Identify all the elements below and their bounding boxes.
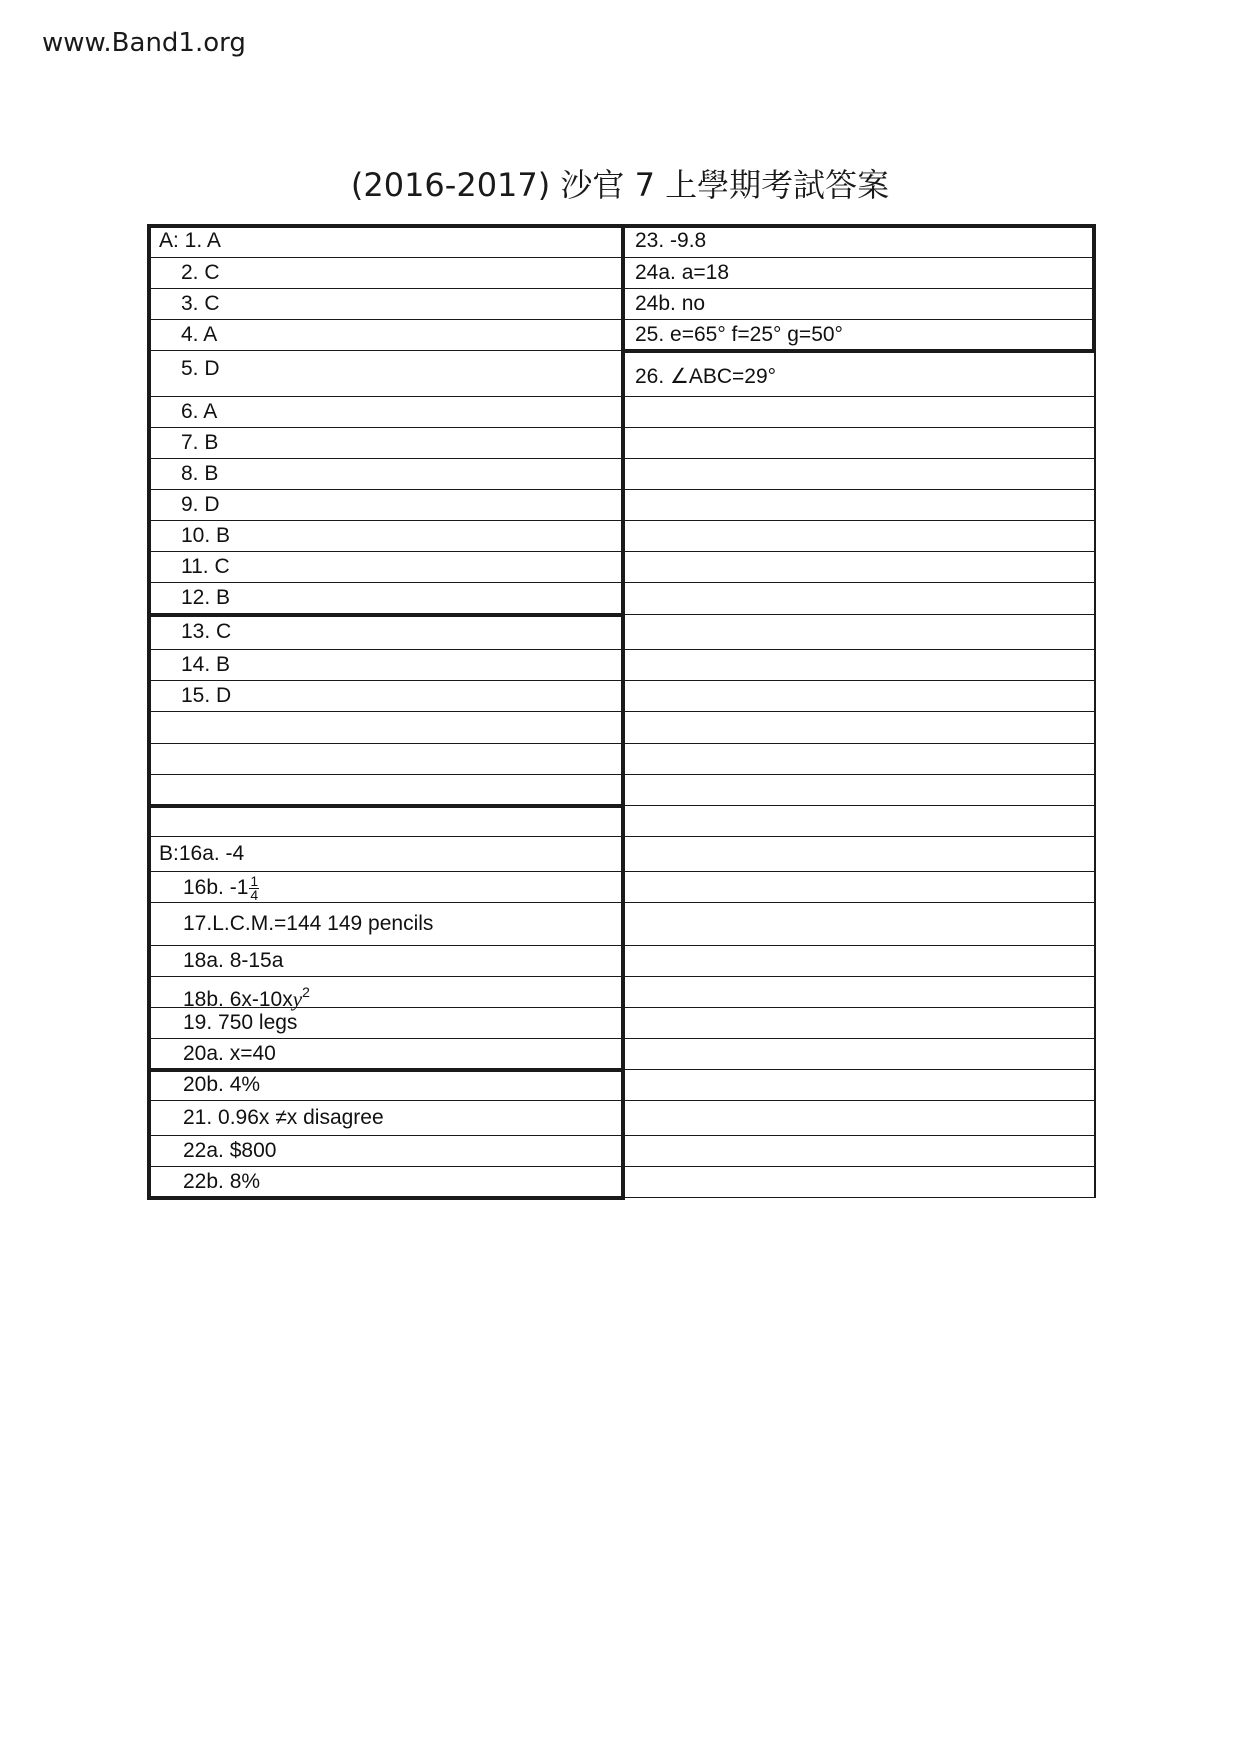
row-divider — [621, 551, 1096, 552]
right-border-thick — [1092, 225, 1096, 352]
answer-text: 20b. 4% — [183, 1072, 261, 1096]
answer-text: 19. 750 legs — [183, 1010, 298, 1034]
right-border — [1094, 350, 1096, 1198]
row-divider — [147, 680, 623, 681]
left-answer — [183, 872, 259, 903]
row-divider — [147, 350, 623, 351]
row-divider — [147, 396, 623, 397]
row-divider — [621, 288, 1096, 289]
answer-text: 18a. 8-15a — [183, 948, 284, 972]
row-divider — [147, 520, 623, 521]
left-answer — [181, 323, 217, 347]
row-divider — [147, 1100, 623, 1101]
left-answer — [181, 493, 220, 517]
row-divider — [621, 1135, 1096, 1136]
left-answer — [181, 586, 230, 610]
right-answer: 23. -9.8 — [635, 229, 707, 252]
answer-text: B:16a. -4 — [159, 841, 245, 865]
variable: y — [292, 986, 303, 1011]
row-divider — [621, 711, 1096, 712]
answer-text: 10. B — [181, 523, 231, 547]
answer-text: 3. C — [181, 291, 220, 315]
answer-text: 20a. x=40 — [183, 1041, 276, 1065]
row-divider — [147, 613, 623, 617]
right-answer: 26. ∠ABC=29° — [635, 365, 777, 388]
left-answer — [159, 842, 244, 866]
left-answer — [181, 261, 220, 285]
row-divider — [621, 257, 1096, 258]
row-divider — [621, 396, 1096, 397]
left-answer — [181, 524, 230, 548]
row-divider — [147, 224, 623, 228]
row-divider — [147, 319, 623, 320]
answer-text: 21. 0.96x ≠x disagree — [183, 1105, 384, 1129]
row-divider — [621, 489, 1096, 490]
row-divider — [621, 774, 1096, 775]
row-divider — [147, 774, 623, 775]
answer-text: 7. B — [181, 430, 219, 454]
left-answer — [181, 555, 230, 579]
row-divider — [147, 582, 623, 583]
row-divider — [621, 427, 1096, 428]
left-answer — [183, 912, 433, 936]
answer-text: 22a. $800 — [183, 1138, 277, 1162]
left-answer — [181, 357, 220, 381]
row-divider — [621, 945, 1096, 946]
right-answer: 24b. no — [635, 291, 706, 315]
left-answer — [181, 684, 231, 708]
left-border — [147, 225, 151, 1200]
site-url: www.Band1.org — [42, 28, 246, 58]
row-divider — [621, 680, 1096, 681]
left-answer — [183, 1106, 384, 1130]
row-divider — [147, 458, 623, 459]
left-answer — [183, 1170, 260, 1194]
answer-text: 13. C — [181, 619, 232, 643]
row-divider — [147, 945, 623, 946]
left-answer — [183, 1139, 276, 1163]
numerator: 1 — [250, 872, 259, 889]
exponent: 2 — [302, 983, 310, 1000]
answer-text: 9. D — [181, 492, 220, 516]
left-answer — [183, 1011, 297, 1035]
row-divider — [147, 257, 623, 258]
left-answer — [183, 1042, 276, 1066]
left-answer — [183, 1073, 260, 1097]
row-divider — [621, 1038, 1096, 1039]
row-divider — [621, 649, 1096, 650]
answer-table — [147, 225, 1096, 1201]
row-divider — [621, 582, 1096, 583]
fraction — [249, 872, 259, 903]
row-divider — [621, 1007, 1096, 1008]
row-divider — [147, 836, 623, 837]
row-divider — [621, 1166, 1096, 1167]
center-border — [621, 225, 625, 1200]
answer-text: 22b. 8% — [183, 1169, 261, 1193]
row-divider — [621, 614, 1096, 615]
row-divider — [621, 458, 1096, 459]
row-divider — [621, 743, 1096, 744]
row-divider — [147, 1068, 623, 1072]
row-divider — [147, 902, 623, 903]
row-divider — [621, 1197, 1096, 1198]
answer-text: 8. B — [181, 461, 219, 485]
answer-text: 17.L.C.M.=144 149 pencils — [183, 911, 434, 935]
answer-text: 2. C — [181, 260, 220, 284]
row-divider — [147, 427, 623, 428]
row-divider — [147, 743, 623, 744]
left-answer — [181, 653, 230, 677]
row-divider — [147, 711, 623, 712]
left-answer — [181, 620, 231, 644]
left-answer — [181, 400, 217, 424]
row-divider — [621, 871, 1096, 872]
answer-text: 15. D — [181, 683, 232, 707]
left-answer — [183, 949, 283, 973]
row-divider — [147, 649, 623, 650]
row-divider — [621, 349, 1096, 353]
page-title: (2016-2017) 沙官 7 上學期考試答案 — [350, 166, 890, 204]
row-divider — [621, 902, 1096, 903]
answer-text: A: 1. A — [159, 229, 221, 252]
row-divider — [621, 976, 1096, 977]
left-answer — [181, 462, 218, 486]
answer-text: 18b. 6x-10x — [183, 987, 293, 1011]
left-answer — [159, 229, 221, 253]
answer-text: 6. A — [181, 399, 218, 423]
answer-text: 5. D — [181, 357, 220, 380]
row-divider — [147, 871, 623, 872]
right-answer: 25. e=65° f=25° g=50° — [635, 322, 843, 346]
answer-text: 12. B — [181, 586, 231, 609]
row-divider — [147, 288, 623, 289]
row-divider — [147, 804, 623, 808]
row-divider — [147, 1135, 623, 1136]
row-divider — [621, 319, 1096, 320]
right-answer: 24a. a=18 — [635, 260, 730, 284]
row-divider — [621, 520, 1096, 521]
denominator: 4 — [250, 886, 259, 903]
answer-text: 14. B — [181, 652, 231, 676]
row-divider — [621, 805, 1096, 806]
answer-text: 11. C — [181, 554, 230, 578]
row-divider — [621, 1100, 1096, 1101]
row-divider — [147, 551, 623, 552]
answer-text: 4. A — [181, 322, 218, 346]
row-divider — [147, 1166, 623, 1167]
answer-text: 16b. -1 — [183, 875, 249, 899]
row-divider — [147, 1196, 623, 1200]
row-divider — [621, 224, 1096, 228]
row-divider — [621, 836, 1096, 837]
row-divider — [147, 976, 623, 977]
left-answer — [183, 980, 310, 1012]
row-divider — [147, 489, 623, 490]
left-answer — [181, 431, 218, 455]
row-divider — [621, 1069, 1096, 1070]
left-answer — [181, 292, 220, 316]
row-divider — [147, 1038, 623, 1039]
